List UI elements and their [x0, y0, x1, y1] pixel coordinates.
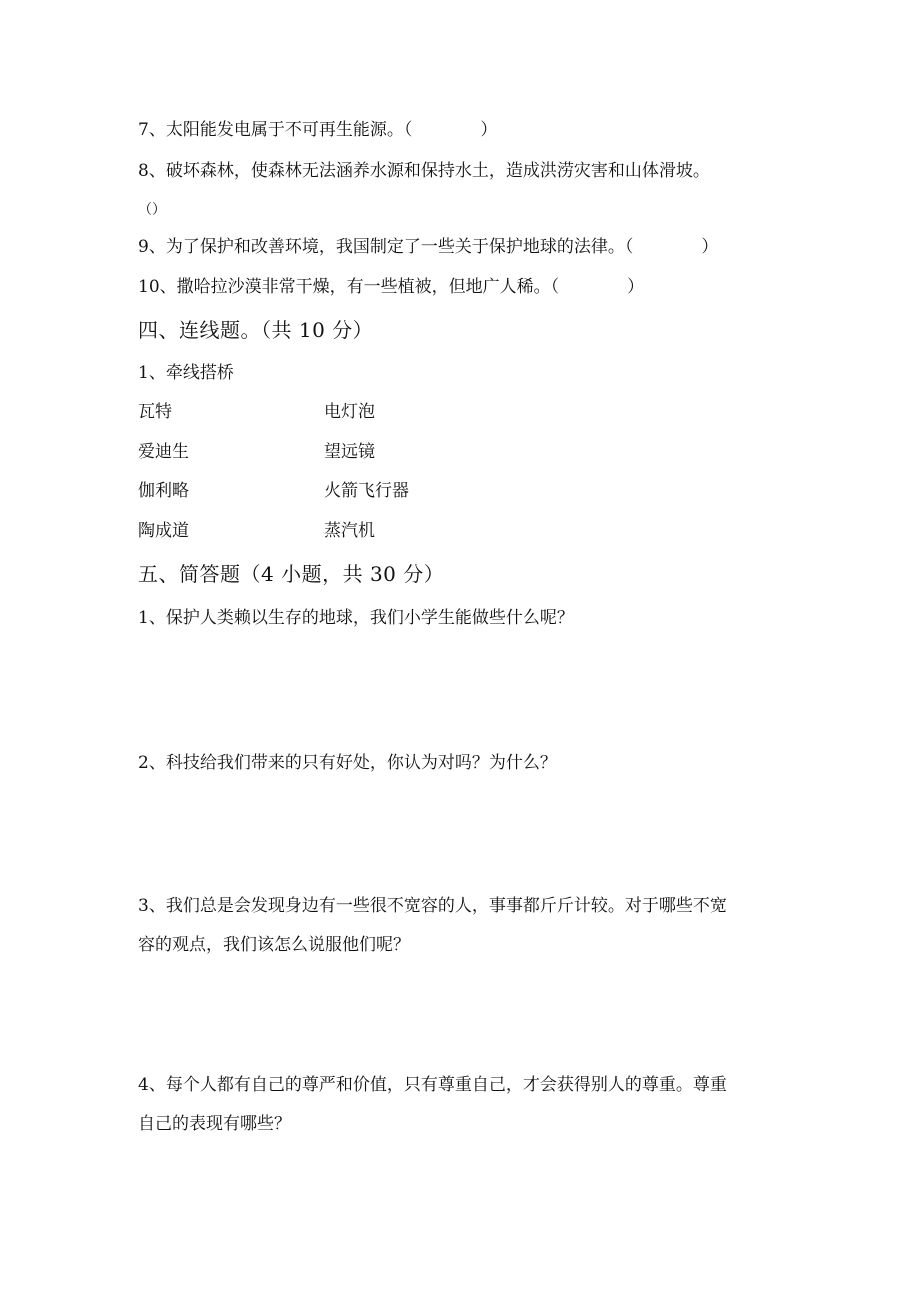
section4-title: 四、连线题。（共 10 分）: [138, 318, 374, 342]
match-right-item: 电灯泡: [324, 402, 375, 422]
section5-title: 五、简答题（4 小题，共 30 分）: [138, 562, 445, 586]
match-right-item: 火箭飞行器: [324, 481, 409, 501]
short-answer-3-line1: 3、我们总是会发现身边有一些很不宽容的人，事事都斤斤计较。对于哪些不宽: [138, 896, 727, 916]
question-9: 9、为了保护和改善环境，我国制定了一些关于保护地球的法律。（ ）: [138, 237, 719, 257]
question-10: 10、撒哈拉沙漠非常干燥，有一些植被，但地广人稀。（ ）: [138, 277, 645, 297]
question-8-line1: 8、破坏森林，使森林无法涵养水源和保持水土，造成洪涝灾害和山体滑坡。: [138, 161, 710, 181]
question-8-line2: （）: [138, 202, 166, 218]
short-answer-1: 1、保护人类赖以生存的地球，我们小学生能做些什么呢？: [138, 608, 574, 628]
question-7: 7、太阳能发电属于不可再生能源。（ ）: [138, 120, 498, 140]
match-left-item: 陶成道: [138, 521, 189, 541]
short-answer-3-line2: 容的观点，我们该怎么说服他们呢？: [138, 935, 410, 955]
match-right-item: 蒸汽机: [324, 521, 375, 541]
match-left-item: 伽利略: [138, 481, 189, 501]
match-right-item: 望远镜: [324, 442, 375, 462]
match-left-item: 爱迪生: [138, 442, 189, 462]
short-answer-2: 2、科技给我们带来的只有好处，你认为对吗？为什么？: [138, 753, 557, 773]
match-left-item: 瓦特: [138, 402, 172, 422]
short-answer-4-line1: 4、每个人都有自己的尊严和价值，只有尊重自己，才会获得别人的尊重。尊重: [138, 1075, 727, 1095]
short-answer-4-line2: 自己的表现有哪些？: [138, 1114, 291, 1134]
section4-question: 1、牵线搭桥: [138, 363, 234, 383]
